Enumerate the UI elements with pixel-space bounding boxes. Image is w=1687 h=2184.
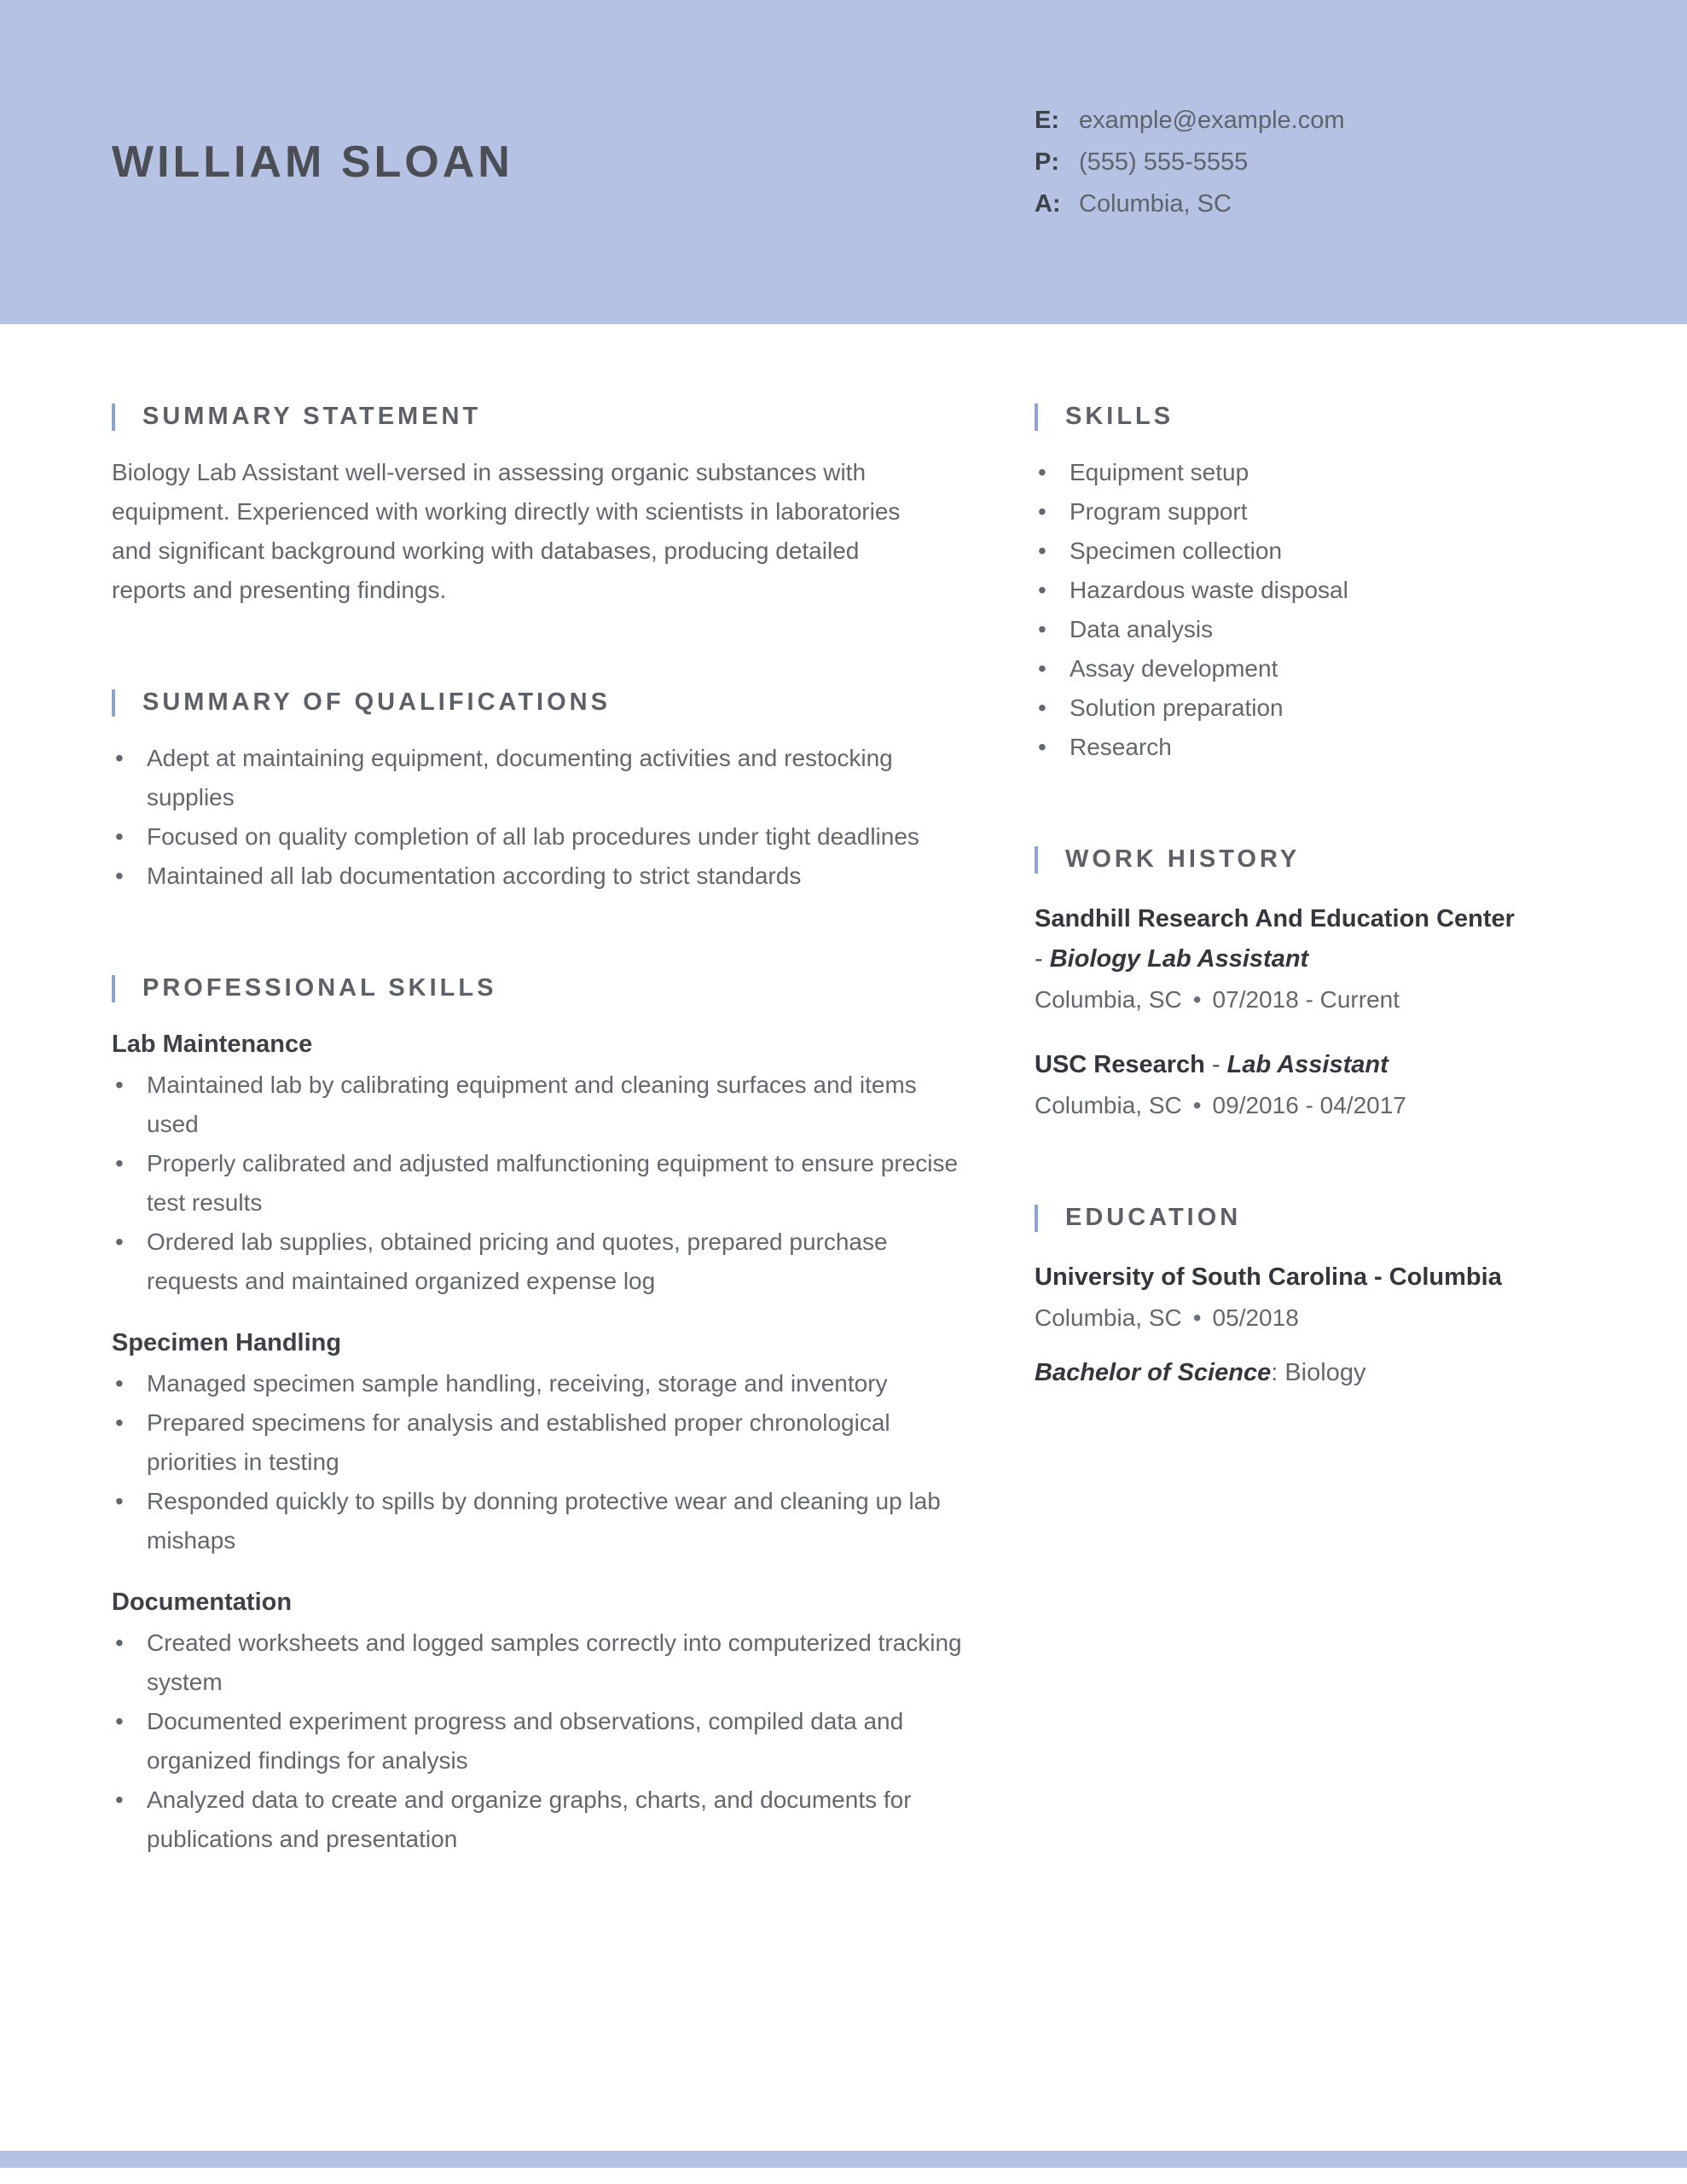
list-item: • Prepared specimens for analysis and established proper chronological priorities in testing: [112, 1403, 965, 1482]
qualifications-title: [112, 688, 965, 717]
section-marker-bar: [112, 404, 115, 431]
section-marker-bar: [112, 975, 115, 1002]
job-role: Biology Lab Assistant: [1049, 945, 1309, 973]
section-marker-bar: [1035, 846, 1038, 874]
education-title: [1035, 1204, 1597, 1232]
job-meta-line: [1035, 979, 1597, 1019]
summary-paragraph: Biology Lab Assistant well-versed in assessing organic substances with equipment. Experienced with working directly with scientists in laboratories and significant background working with databases, producing detailed reports and presenting findings.: [112, 459, 901, 603]
footer-bar: [0, 2151, 1687, 2168]
main-content: [0, 324, 1687, 1937]
list-item: • Created worksheets and logged samples correctly into computerized tracking system: [112, 1623, 965, 1702]
header: [0, 0, 1687, 324]
section-title-text: EDUCATION: [1065, 1204, 1242, 1231]
job-location: Columbia, SC: [1035, 986, 1182, 1013]
left-column: [112, 403, 965, 1937]
summary-statement-title: [112, 403, 965, 431]
section-skills: [1035, 403, 1597, 767]
skill-item: • Solution preparation: [1035, 688, 1597, 728]
skill-item: • Program support: [1035, 492, 1597, 531]
section-title-text: SKILLS: [1065, 403, 1174, 430]
contact-phone-row: [1035, 142, 1597, 183]
section-title-text: SUMMARY OF QUALIFICATIONS: [142, 688, 611, 716]
bullet-separator: •: [1192, 1304, 1202, 1331]
education-entry: [1035, 1258, 1597, 1393]
phone-value: (555) 555-5555: [1079, 148, 1249, 176]
section-marker-bar: [1035, 1205, 1038, 1232]
section-marker-bar: [112, 689, 115, 717]
section-professional-skills: [112, 974, 965, 1859]
degree-name: Bachelor of Science: [1035, 1359, 1272, 1386]
section-title-text: SUMMARY STATEMENT: [142, 403, 482, 430]
skill-group-heading: Documentation: [112, 1589, 293, 1616]
skill-group-list: [112, 1623, 965, 1859]
section-title-text: WORK HISTORY: [1065, 845, 1301, 873]
address-label: A:: [1035, 189, 1061, 218]
skills-title: [1035, 403, 1597, 431]
list-item: • Maintained lab by calibrating equipment and cleaning surfaces and items used: [112, 1066, 965, 1144]
skill-item: • Data analysis: [1035, 610, 1597, 649]
section-marker-bar: [1035, 404, 1038, 431]
list-item: • Analyzed data to create and organize graphs, charts, and documents for publications and presentation: [112, 1780, 965, 1859]
job-location: Columbia, SC: [1035, 1092, 1182, 1118]
work-history-title: [1035, 845, 1597, 874]
job-title-line: [1035, 1045, 1597, 1085]
skill-group-list: [112, 1364, 965, 1560]
bullet-separator: •: [1192, 1092, 1202, 1118]
skill-group-lab-maintenance: [112, 1025, 965, 1301]
section-title-text: PROFESSIONAL SKILLS: [142, 974, 497, 1002]
skill-item: • Assay development: [1035, 649, 1597, 688]
list-item: • Properly calibrated and adjusted malfunctioning equipment to ensure precise test results: [112, 1144, 965, 1223]
degree-field: : Biology: [1271, 1359, 1366, 1386]
dash-separator: -: [1035, 945, 1043, 973]
contact-address-row: [1035, 183, 1597, 225]
skill-group-specimen-handling: [112, 1323, 965, 1560]
skill-group-list: [112, 1066, 965, 1301]
professional-skills-title: [112, 974, 965, 1002]
job-company: Sandhill Research And Education Center: [1035, 905, 1515, 932]
job-dates: 09/2016 - 04/2017: [1212, 1092, 1406, 1118]
degree-line: [1035, 1353, 1597, 1393]
header-name-area: [112, 136, 965, 188]
bullet-separator: •: [1192, 986, 1202, 1013]
email-value: example@example.com: [1079, 106, 1345, 134]
list-item: • Adept at maintaining equipment, documenting activities and restocking supplies: [112, 739, 965, 817]
list-item: • Focused on quality completion of all lab procedures under tight deadlines: [112, 817, 965, 857]
skill-group-documentation: [112, 1583, 965, 1859]
address-value: Columbia, SC: [1079, 189, 1232, 218]
job-entry: [1035, 1045, 1597, 1125]
skill-group-heading: Lab Maintenance: [112, 1031, 313, 1058]
education-meta-line: [1035, 1298, 1597, 1338]
skill-group-heading: Specimen Handling: [112, 1329, 342, 1356]
school-location: Columbia, SC: [1035, 1304, 1182, 1331]
section-education: [1035, 1204, 1597, 1393]
section-work-history: [1035, 845, 1597, 1125]
dash-separator: -: [1211, 1051, 1220, 1078]
list-item: • Ordered lab supplies, obtained pricing and quotes, prepared purchase requests and maintained organized expense log: [112, 1223, 965, 1301]
graduation-date: 05/2018: [1212, 1304, 1299, 1331]
school-name: University of South Carolina - Columbia: [1035, 1263, 1502, 1291]
skills-list: [1035, 453, 1597, 767]
skill-item: • Equipment setup: [1035, 453, 1597, 492]
list-item: • Maintained all lab documentation according to strict standards: [112, 857, 965, 896]
section-qualifications: [112, 688, 965, 896]
skill-item: • Specimen collection: [1035, 531, 1597, 571]
list-item: • Responded quickly to spills by donning protective wear and cleaning up lab mishaps: [112, 1482, 965, 1560]
phone-label: P:: [1035, 148, 1059, 176]
job-dates: 07/2018 - Current: [1212, 986, 1400, 1013]
job-role-line: [1035, 939, 1597, 979]
job-company: USC Research: [1035, 1051, 1205, 1078]
list-item: • Managed specimen sample handling, receiving, storage and inventory: [112, 1364, 965, 1403]
right-column: [1035, 403, 1597, 1937]
skill-item: • Hazardous waste disposal: [1035, 571, 1597, 610]
section-summary-statement: [112, 403, 965, 610]
job-role: Lab Assistant: [1226, 1051, 1388, 1078]
qualifications-list: [112, 739, 965, 896]
list-item: • Documented experiment progress and observations, compiled data and organized findings for analysis: [112, 1702, 965, 1780]
person-name: WILLIAM SLOAN: [112, 137, 513, 187]
job-entry: [1035, 899, 1597, 1019]
email-label: E:: [1035, 106, 1059, 134]
job-meta-line: [1035, 1085, 1597, 1125]
skill-item: • Research: [1035, 728, 1597, 767]
contact-block: [1035, 100, 1597, 225]
contact-email-row: [1035, 100, 1597, 142]
